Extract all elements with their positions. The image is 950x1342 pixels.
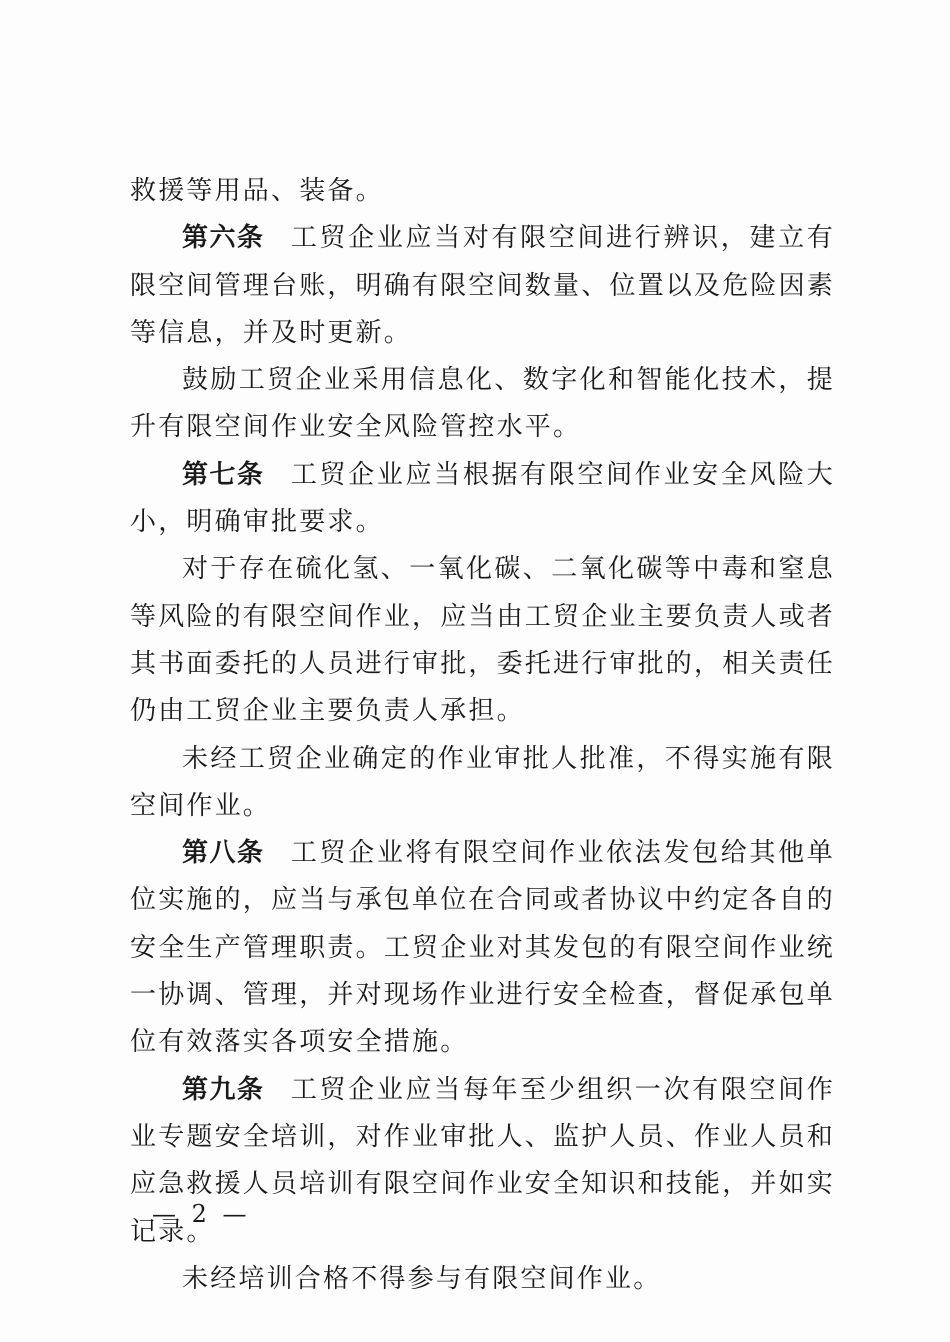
paragraph-text: 未经培训合格不得参与有限空间作业。 [182,1263,662,1294]
paragraph-text: 对于存在硫化氢、一氧化碳、二氧化碳等中毒和窒息等风险的有限空间作业，应当由工贸企业主要负责人或者其书面委托的人员进行审批，委托进行审批的，相关责任仍由工贸企业主要负责人承担。 [130,554,836,727]
page-number: — 2 — [152,1200,251,1228]
paragraph-text: 工贸企业应当对有限空间进行辨识，建立有限空间管理台账，明确有限空间数量、位置以及危险因素等信息，并及时更新。 [130,223,836,348]
paragraph-text: 工贸企业应当每年至少组织一次有限空间作业专题安全培训，对作业审批人、监护人员、作业人员和应急救援人员培训有限空间作业安全知识和技能，并如实记录。 [130,1074,836,1247]
article-label: 第六条 [182,223,265,254]
paragraph-9 [130,1256,835,1303]
article-8 [130,830,835,1066]
article-label: 第九条 [182,1074,265,1105]
article-7 [130,452,835,547]
paragraph-1 [130,168,835,215]
article-label: 第八条 [182,838,265,869]
paragraph-text: 救援等用品、装备。 [130,176,384,206]
paragraph-6 [130,736,835,831]
paragraph-3 [130,357,835,452]
paragraph-text: 工贸企业将有限空间作业依法发包给其他单位实施的，应当与承包单位在合同或者协议中约定各自的安全生产管理职责。工贸企业对其发包的有限空间作业统一协调、管理，并对现场作业进行安全检查，督促承包单位有效落实各项安全措施。 [130,838,836,1058]
paragraph-text: 鼓励工贸企业采用信息化、数字化和智能化技术，提升有限空间作业安全风险管控水平。 [130,365,835,443]
paragraph-text: 工贸企业应当根据有限空间作业安全风险大小，明确审批要求。 [130,459,835,538]
article-label: 第七条 [182,459,265,490]
article-6 [130,215,835,357]
paragraph-text: 未经工贸企业确定的作业审批人批准，不得实施有限空间作业。 [130,743,835,821]
body-text [130,168,835,1303]
paragraph-5 [130,546,835,735]
